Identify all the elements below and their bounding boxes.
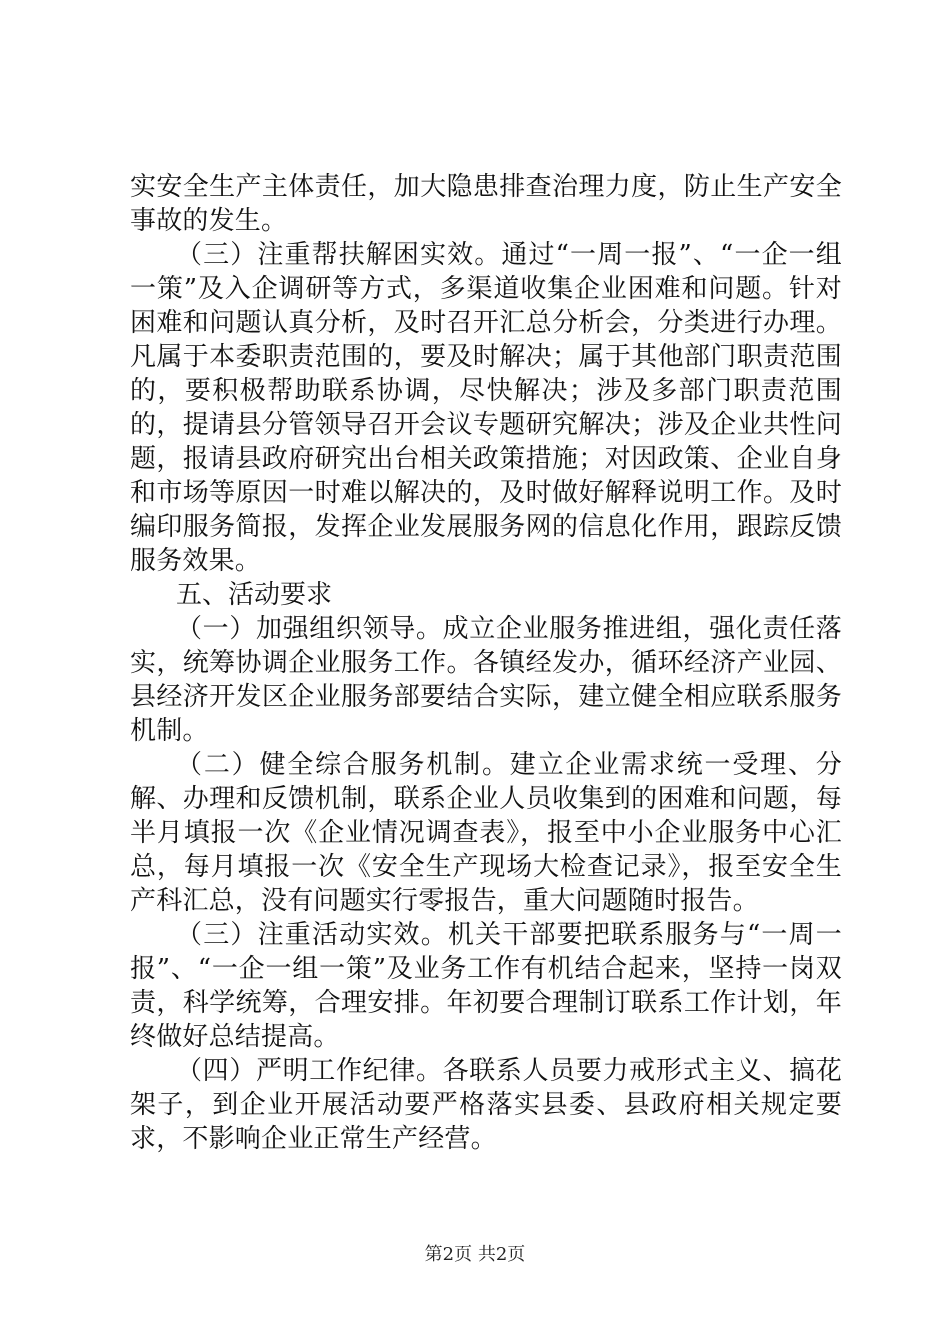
paragraph-continuation: 实安全生产主体责任，加大隐患排查治理力度，防止生产安全事故的发生。 — [130, 172, 842, 236]
document-body — [130, 170, 842, 1156]
paragraph-work-discipline: （四）严明工作纪律。各联系人员要力戒形式主义、搞花架子，到企业开展活动要严格落实县委、县政府相关规定要求，不影响企业正常生产经营。 — [130, 1056, 842, 1154]
paragraph-support-effectiveness: （三）注重帮扶解困实效。通过“一周一报”、“一企一组一策”及入企调研等方式，多渠道收集企业困难和问题。针对困难和问题认真分析，及时召开汇总分析会，分类进行办理。凡属于本委职责范围的，要及时解决；属于其他部门职责范围的，要积极帮助联系协调，尽快解决；涉及多部门职责范围的，提请县分管领导召开会议专题研究解决；涉及企业共性问题，报请县政府研究出台相关政策措施；对因政策、企业自身和市场等原因一时难以解决的，及时做好解释说明工作。及时编印服务简报，发挥企业发展服务网的信息化作用，跟踪反馈服务效果。 — [130, 240, 842, 576]
section-heading-activity-requirements: 五、活动要求 — [176, 580, 333, 610]
page-number-footer: 第2页 共2页 — [424, 1244, 526, 1265]
paragraph-organization-leadership: （一）加强组织领导。成立企业服务推进组，强化责任落实，统筹协调企业服务工作。各镇经发办，循环经济产业园、县经济开发区企业服务部要结合实际，建立健全相应联系服务机制。 — [130, 614, 842, 746]
paragraph-activity-effectiveness: （三）注重活动实效。机关干部要把联系服务与“一周一报”、“一企一组一策”及业务工作有机结合起来，坚持一岗双责，科学统筹，合理安排。年初要合理制订联系工作计划，年终做好总结提高。 — [130, 920, 842, 1052]
paragraph-service-mechanism: （二）健全综合服务机制。建立企业需求统一受理、分解、办理和反馈机制，联系企业人员收集到的困难和问题，每半月填报一次《企业情况调查表》，报至中小企业服务中心汇总，每月填报一次《安全生产现场大检查记录》，报至安全生产科汇总，没有问题实行零报告，重大问题随时报告。 — [130, 750, 842, 916]
